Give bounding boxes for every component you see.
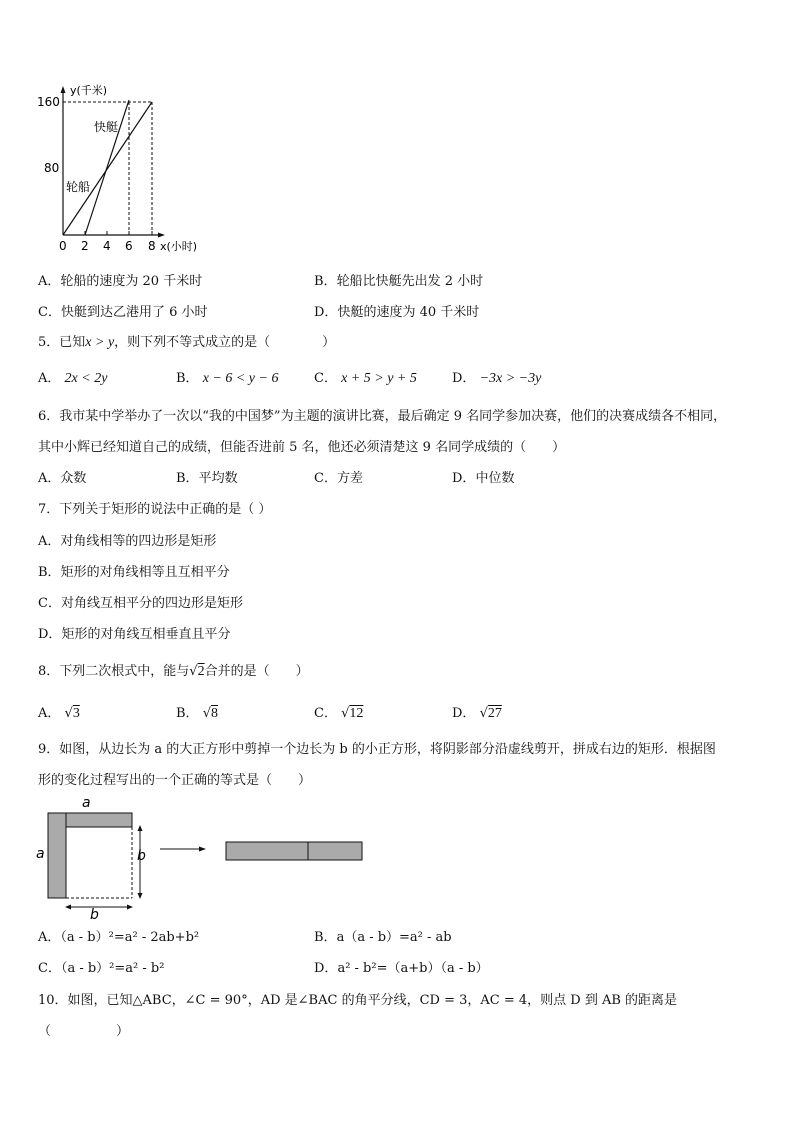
sqrt-icon: √ [341, 706, 350, 721]
q5-option-b: B． x − 6 < y − 6 [176, 371, 279, 386]
x-axis-label: x(小时) [160, 240, 198, 253]
x-tick-6: 6 [125, 239, 133, 253]
q9-stem-line1: 9．如图，从边长为 a 的大正方形中剪掉一个边长为 b 的小正方形，将阴影部分沿虚线剪开，拼成右边的矩形．根据图 [38, 742, 716, 757]
sqrt-icon: √ [479, 706, 488, 721]
fig-label-bottom: b [90, 907, 99, 920]
distance-time-graph [30, 80, 230, 260]
q5-stem: 5．已知x > y，则下列不等式成立的是（ ） [38, 335, 336, 350]
ship-label: 轮船 [66, 180, 91, 194]
q6-option-c: C．方差 [314, 471, 363, 486]
y-tick-160: 160 [37, 95, 60, 109]
x-tick-2: 2 [81, 239, 89, 253]
q4-option-d: D．快艇的速度为 40 千米时 [314, 305, 480, 320]
q7-option-c: C．对角线互相平分的四边形是矩形 [38, 596, 243, 611]
q7-option-a: A．对角线相等的四边形是矩形 [38, 534, 217, 549]
q7-option-d: D．矩形的对角线互相垂直且平分 [38, 627, 231, 642]
q9-option-c: C．（a - b）²=a² - b² [38, 961, 165, 976]
q5-option-a: A． 2x < 2y [38, 371, 108, 386]
q10-stem-line2: （ ） [38, 1024, 130, 1039]
q6-stem-line1: 6．我市某中学举办了一次以“我的中国梦”为主题的演讲比赛，最后确定 9 名同学参加决赛，他们的决赛成绩各不相同， [38, 409, 727, 424]
q7-stem: 7．下列关于矩形的说法中正确的是（ ） [38, 502, 272, 517]
fig-label-top: a [82, 795, 91, 811]
q9-stem-line2: 形的变化过程写出的一个正确的等式是（ ） [38, 773, 312, 788]
x-tick-8: 8 [148, 239, 156, 253]
q4-option-c: C．快艇到达乙港用了 6 小时 [38, 305, 208, 320]
q8-stem: 8．下列二次根式中，能与√2合并的是（ ） [38, 664, 309, 679]
sqrt-icon: √ [202, 706, 211, 721]
q5-option-c: C． x + 5 > y + 5 [314, 371, 417, 386]
q9-option-a: A．（a - b）²=a² - 2ab+b² [38, 930, 200, 945]
q5-option-d: D． −3x > −3y [452, 371, 542, 386]
q8-option-d: D． √27 [452, 706, 502, 721]
x-tick-0: 0 [59, 239, 67, 253]
q7-option-b: B．矩形的对角线相等且互相平分 [38, 565, 230, 580]
q8-option-c: C． √12 [314, 706, 364, 721]
q4-option-b: B．轮船比快艇先出发 2 小时 [314, 274, 484, 289]
q9-option-b: B．a（a - b）=a² - ab [314, 930, 452, 945]
sqrt-icon: √ [189, 664, 198, 679]
fig-label-right: b [137, 848, 146, 864]
q6-stem-line2: 其中小辉已经知道自己的成绩，但能否进前 5 名，他还必须清楚这 9 名同学成绩的（ ） [38, 440, 566, 455]
y-axis-label: y(千米) [70, 84, 108, 97]
sqrt-icon: √ [64, 706, 73, 721]
y-tick-80: 80 [44, 161, 60, 175]
q6-option-b: B．平均数 [176, 471, 238, 486]
q6-option-a: A．众数 [38, 471, 87, 486]
q8-option-a: A． √3 [38, 706, 80, 721]
square-cut-figure [30, 790, 380, 920]
speedboat-label: 快艇 [94, 120, 119, 134]
q4-option-a: A．轮船的速度为 20 千米时 [38, 274, 203, 289]
x-tick-4: 4 [103, 239, 111, 253]
q9-option-d: D．a² - b²=（a+b）（a - b） [314, 961, 489, 976]
q8-option-b: B． √8 [176, 706, 218, 721]
q6-option-d: D．中位数 [452, 471, 515, 486]
fig-label-left: a [36, 846, 45, 862]
q10-stem-line1: 10．如图，已知△ABC，∠C = 90°，AD 是∠BAC 的角平分线，CD = 3，AC = 4，则点 D 到 AB 的距离是 [38, 993, 678, 1008]
